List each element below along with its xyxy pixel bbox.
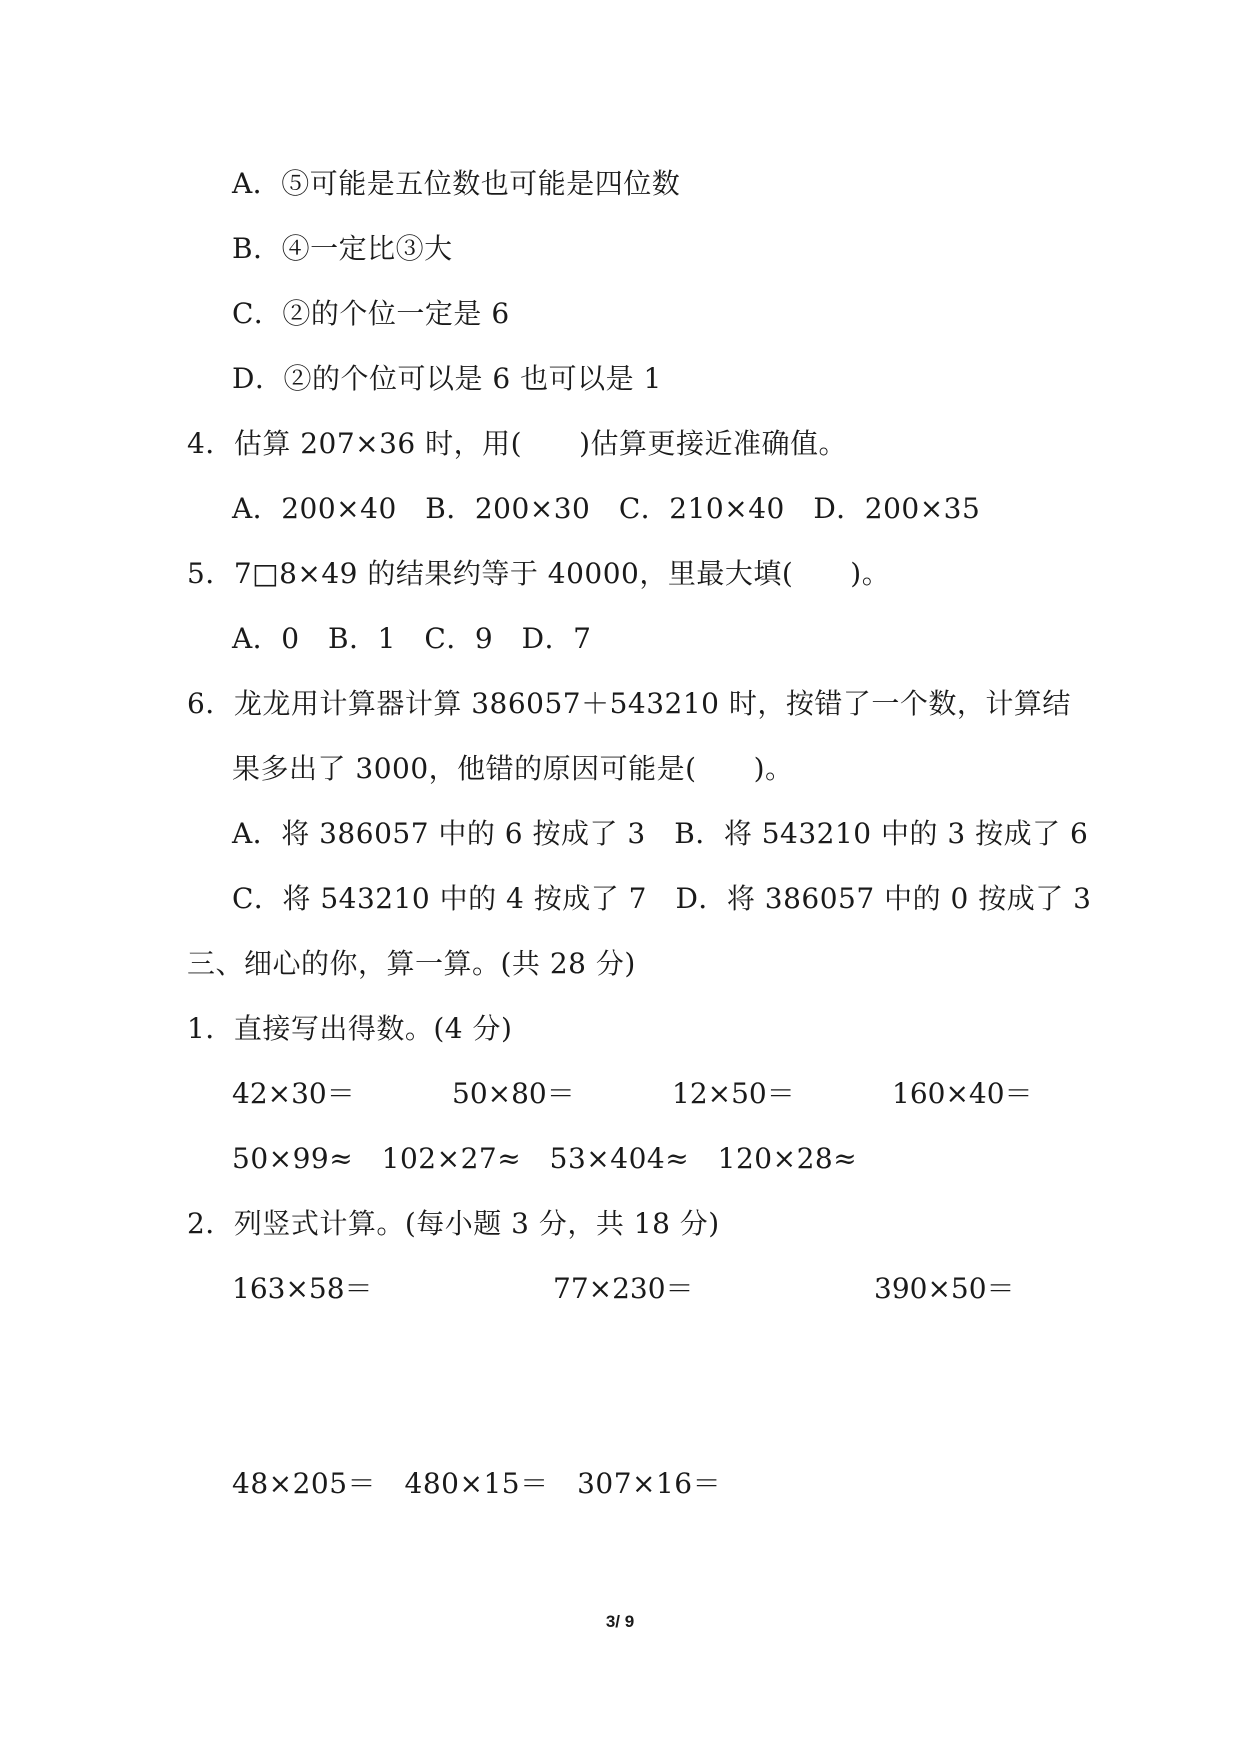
- q6-options-line2: C．将 543210 中的 4 按成了 7 D．将 386057 中的 0 按成了 3: [232, 882, 1092, 915]
- calc-item: 160×40＝: [892, 1077, 1033, 1110]
- q6-stem-line2: 果多出了 3000，他错的原因可能是( )。: [232, 752, 794, 785]
- q5-stem: 5．7□8×49 的结果约等于 40000，里最大填( )。: [187, 557, 891, 590]
- part2-title: 2．列竖式计算。(每小题 3 分，共 18 分): [187, 1207, 720, 1240]
- part1-title: 1．直接写出得数。(4 分): [187, 1012, 513, 1045]
- q3-option-a: A．⑤可能是五位数也可能是四位数: [232, 167, 681, 200]
- calc-item: 50×80＝: [452, 1077, 575, 1110]
- section3-heading: 三、细心的你，算一算。(共 28 分): [187, 947, 636, 980]
- calc-item: 163×58＝: [232, 1272, 373, 1305]
- q4-stem: 4．估算 207×36 时，用( )估算更接近准确值。: [187, 427, 847, 460]
- q3-option-d: D．②的个位可以是 6 也可以是 1: [232, 362, 662, 395]
- part1-row2: 50×99≈ 102×27≈ 53×404≈ 120×28≈: [232, 1142, 858, 1175]
- q6-stem-line1: 6．龙龙用计算器计算 386057＋543210 时，按错了一个数，计算结: [187, 687, 1071, 720]
- q6-options-line1: A．将 386057 中的 6 按成了 3 B．将 543210 中的 3 按成了 6: [232, 817, 1089, 850]
- calc-item: 77×230＝: [553, 1272, 694, 1305]
- part2-row2: 48×205＝ 480×15＝ 307×16＝: [232, 1467, 722, 1500]
- calc-item: 42×30＝: [232, 1077, 355, 1110]
- q3-option-c: C．②的个位一定是 6: [232, 297, 510, 330]
- page-number: 3/ 9: [605, 1612, 635, 1631]
- q3-option-b: B．④一定比③大: [232, 232, 453, 265]
- q4-options: A．200×40 B．200×30 C．210×40 D．200×35: [232, 492, 981, 525]
- q5-options: A．0 B．1 C．9 D．7: [232, 622, 592, 655]
- calc-item: 12×50＝: [672, 1077, 795, 1110]
- calc-item: 390×50＝: [874, 1272, 1015, 1305]
